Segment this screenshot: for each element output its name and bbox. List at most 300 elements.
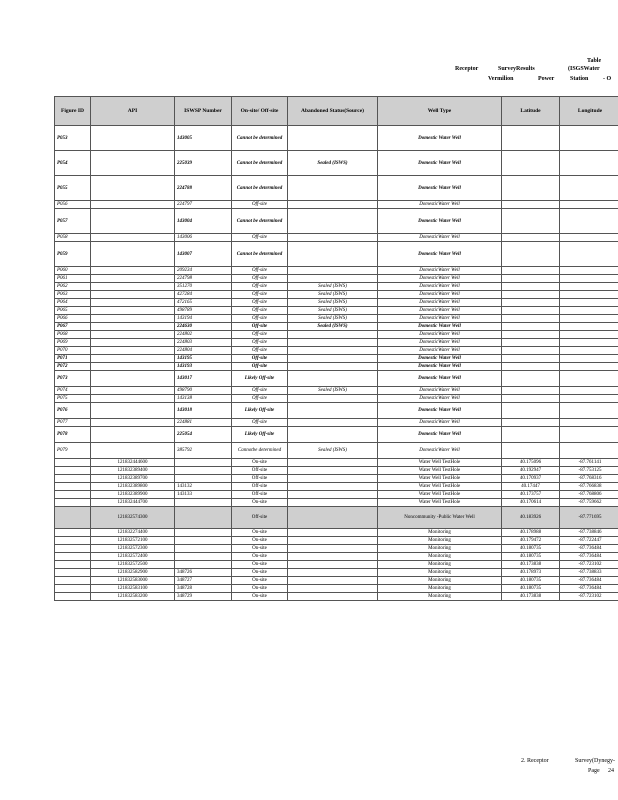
cell-longitude: -87.722447 <box>560 537 618 545</box>
cell-welltype: Water Well TestHole <box>378 499 502 507</box>
cell-abandoned <box>288 176 378 201</box>
cell-abandoned: Sealed (ISWS) <box>288 283 378 291</box>
cell-latitude <box>502 151 560 176</box>
col-iswsp: ISWSP Number <box>175 97 232 126</box>
cell-api <box>91 234 175 242</box>
cell-latitude <box>502 331 560 339</box>
cell-api <box>91 307 175 315</box>
table-row <box>55 363 618 371</box>
cell-welltype: DomesticWater Well <box>378 283 502 291</box>
table-row <box>55 299 618 307</box>
cell-latitude <box>502 371 560 387</box>
cell-longitude: -87.766838 <box>560 483 618 491</box>
cell-abandoned <box>288 363 378 371</box>
cell-latitude: 40.175096 <box>502 459 560 467</box>
cell-latitude <box>502 307 560 315</box>
cell-latitude: 40.173838 <box>502 561 560 569</box>
receptor-table <box>54 96 618 601</box>
cell-api <box>91 299 175 307</box>
header-table-label: Table <box>587 58 602 64</box>
table-row <box>55 201 618 209</box>
cell-figure-id: P060 <box>55 267 91 275</box>
cell-latitude: 40.180735 <box>502 553 560 561</box>
cell-iswsp: 143007 <box>175 242 232 267</box>
cell-api <box>91 403 175 419</box>
table-row <box>55 151 618 176</box>
cell-figure-id <box>55 577 91 585</box>
cell-onsite: Off-site <box>232 507 288 529</box>
cell-onsite: On-site <box>232 537 288 545</box>
cell-latitude <box>502 291 560 299</box>
cell-api: 121832583000 <box>91 577 175 585</box>
cell-longitude <box>560 283 618 291</box>
cell-abandoned: Sealed (ISWS) <box>288 443 378 459</box>
cell-welltype: Domestic Water Well <box>378 126 502 151</box>
cell-onsite: Off-site <box>232 491 288 499</box>
footer-page-label: Page <box>588 768 600 774</box>
cell-abandoned <box>288 529 378 537</box>
cell-longitude: -87.736484 <box>560 585 618 593</box>
cell-longitude: -87.761141 <box>560 459 618 467</box>
footer-survey: Survey(Dynegy- <box>575 758 615 764</box>
cell-latitude: 40.180735 <box>502 545 560 553</box>
cell-figure-id: P055 <box>55 176 91 201</box>
cell-iswsp <box>175 553 232 561</box>
cell-abandoned: Sealed (ISWS) <box>288 307 378 315</box>
cell-api: 121832389700 <box>91 475 175 483</box>
col-abandoned: Abandoned Status(Source) <box>288 97 378 126</box>
cell-iswsp: 143193 <box>175 363 232 371</box>
cell-latitude: 40.180735 <box>502 577 560 585</box>
cell-iswsp: 348726 <box>175 569 232 577</box>
table-row <box>55 553 618 561</box>
cell-onsite: Off-site <box>232 323 288 331</box>
table-row <box>55 267 618 275</box>
cell-figure-id: P068 <box>55 331 91 339</box>
cell-onsite: Off-site <box>232 483 288 491</box>
cell-abandoned <box>288 577 378 585</box>
cell-api <box>91 387 175 395</box>
cell-api: 121832274400 <box>91 529 175 537</box>
cell-longitude <box>560 395 618 403</box>
cell-onsite: Off-site <box>232 339 288 347</box>
table-row <box>55 347 618 355</box>
cell-api: 121832389800 <box>91 483 175 491</box>
cell-longitude <box>560 331 618 339</box>
cell-welltype: Noncommunity -Public Water Well <box>378 507 502 529</box>
cell-welltype: Water Well TestHole <box>378 467 502 475</box>
cell-figure-id: P070 <box>55 347 91 355</box>
table-row <box>55 355 618 363</box>
cell-iswsp <box>175 561 232 569</box>
cell-api <box>91 283 175 291</box>
cell-figure-id <box>55 569 91 577</box>
cell-longitude: -87.736484 <box>560 553 618 561</box>
cell-figure-id: P058 <box>55 234 91 242</box>
table-row <box>55 499 618 507</box>
cell-iswsp <box>175 467 232 475</box>
cell-figure-id: P077 <box>55 419 91 427</box>
cell-abandoned <box>288 491 378 499</box>
cell-longitude <box>560 443 618 459</box>
cell-latitude: 40.170614 <box>502 499 560 507</box>
table-row <box>55 387 618 395</box>
cell-longitude <box>560 387 618 395</box>
cell-api <box>91 151 175 176</box>
table-row <box>55 545 618 553</box>
cell-onsite: Cannot be determined <box>232 176 288 201</box>
cell-abandoned <box>288 371 378 387</box>
cell-onsite: Off-site <box>232 267 288 275</box>
cell-latitude: 40.183926 <box>502 507 560 529</box>
cell-iswsp <box>175 459 232 467</box>
footer-section: 2. Receptor <box>521 758 549 764</box>
cell-abandoned <box>288 403 378 419</box>
cell-latitude <box>502 242 560 267</box>
cell-longitude <box>560 347 618 355</box>
cell-abandoned <box>288 593 378 601</box>
cell-latitude <box>502 201 560 209</box>
table-row <box>55 209 618 234</box>
cell-iswsp: 143133 <box>175 491 232 499</box>
cell-api <box>91 443 175 459</box>
table-row <box>55 275 618 283</box>
cell-onsite: On-site <box>232 459 288 467</box>
cell-longitude <box>560 291 618 299</box>
cell-welltype: Monitoring <box>378 553 502 561</box>
cell-welltype: DomesticWater Well <box>378 443 502 459</box>
cell-latitude: 40.192947 <box>502 467 560 475</box>
cell-latitude: 40.178988 <box>502 529 560 537</box>
cell-latitude <box>502 355 560 363</box>
cell-abandoned <box>288 459 378 467</box>
cell-onsite: On-site <box>232 569 288 577</box>
cell-onsite: Off-site <box>232 355 288 363</box>
cell-abandoned <box>288 553 378 561</box>
cell-longitude <box>560 299 618 307</box>
cell-figure-id <box>55 537 91 545</box>
cell-iswsp: 351270 <box>175 283 232 291</box>
cell-abandoned <box>288 537 378 545</box>
table-row <box>55 242 618 267</box>
cell-latitude <box>502 176 560 201</box>
cell-api <box>91 267 175 275</box>
cell-iswsp <box>175 499 232 507</box>
col-lat: Latitude <box>502 97 560 126</box>
cell-figure-id: P065 <box>55 307 91 315</box>
cell-api: 121832582900 <box>91 569 175 577</box>
cell-longitude <box>560 151 618 176</box>
cell-welltype: Domestic Water Well <box>378 427 502 443</box>
cell-figure-id: P063 <box>55 291 91 299</box>
cell-onsite: Off-site <box>232 467 288 475</box>
cell-api <box>91 315 175 323</box>
cell-figure-id: P053 <box>55 126 91 151</box>
cell-figure-id <box>55 585 91 593</box>
cell-welltype: Water Well TestHole <box>378 459 502 467</box>
cell-api <box>91 291 175 299</box>
cell-abandoned <box>288 585 378 593</box>
cell-onsite: Off-site <box>232 291 288 299</box>
cell-welltype: Monitoring <box>378 561 502 569</box>
cell-iswsp: 225054 <box>175 427 232 443</box>
cell-figure-id: P072 <box>55 363 91 371</box>
cell-iswsp <box>175 529 232 537</box>
cell-figure-id <box>55 483 91 491</box>
cell-figure-id: P074 <box>55 387 91 395</box>
cell-welltype: Domestic Water Well <box>378 371 502 387</box>
cell-abandoned: Sealed (ISWS) <box>288 291 378 299</box>
cell-iswsp: 348728 <box>175 585 232 593</box>
cell-figure-id: P075 <box>55 395 91 403</box>
cell-welltype: Monitoring <box>378 537 502 545</box>
cell-figure-id <box>55 507 91 529</box>
cell-onsite: Off-site <box>232 234 288 242</box>
cell-figure-id: P076 <box>55 403 91 419</box>
cell-api <box>91 427 175 443</box>
cell-latitude: 40.173838 <box>502 593 560 601</box>
cell-figure-id <box>55 459 91 467</box>
cell-iswsp: 224881 <box>175 419 232 427</box>
cell-latitude <box>502 339 560 347</box>
cell-iswsp: 224798 <box>175 275 232 283</box>
table-row <box>55 459 618 467</box>
cell-longitude <box>560 209 618 234</box>
cell-welltype: DomesticWater Well <box>378 331 502 339</box>
cell-iswsp: 348729 <box>175 593 232 601</box>
cell-figure-id <box>55 499 91 507</box>
cell-latitude: 40.178973 <box>502 569 560 577</box>
cell-abandoned <box>288 483 378 491</box>
header-vermilion: Vermilion <box>488 76 514 82</box>
cell-longitude: -87.753125 <box>560 467 618 475</box>
cell-welltype: Domestic Water Well <box>378 242 502 267</box>
cell-longitude <box>560 242 618 267</box>
cell-api: 121832389400 <box>91 467 175 475</box>
header-isgs-water: (ISGSWater <box>568 66 600 72</box>
cell-longitude: -87.736484 <box>560 577 618 585</box>
cell-welltype: Water Well TestHole <box>378 491 502 499</box>
cell-figure-id: P064 <box>55 299 91 307</box>
cell-onsite: Off-site <box>232 387 288 395</box>
cell-welltype: Domestic Water Well <box>378 355 502 363</box>
cell-latitude <box>502 267 560 275</box>
cell-longitude <box>560 419 618 427</box>
cell-welltype: Monitoring <box>378 545 502 553</box>
cell-abandoned: Sealed (ISWS) <box>288 315 378 323</box>
cell-welltype: DomesticWater Well <box>378 387 502 395</box>
cell-welltype: Domestic Water Well <box>378 176 502 201</box>
cell-onsite: Off-site <box>232 331 288 339</box>
cell-iswsp: 143004 <box>175 209 232 234</box>
cell-welltype: DomesticWater Well <box>378 395 502 403</box>
cell-iswsp <box>175 537 232 545</box>
cell-api: 121832572500 <box>91 561 175 569</box>
table-row <box>55 323 618 331</box>
cell-figure-id <box>55 529 91 537</box>
table-row <box>55 371 618 387</box>
cell-latitude <box>502 427 560 443</box>
cell-iswsp <box>175 475 232 483</box>
cell-abandoned <box>288 347 378 355</box>
cell-iswsp: 143132 <box>175 483 232 491</box>
cell-welltype: Domestic Water Well <box>378 363 502 371</box>
cell-onsite: Off-site <box>232 283 288 291</box>
cell-api <box>91 126 175 151</box>
cell-api <box>91 419 175 427</box>
cell-onsite: On-site <box>232 593 288 601</box>
cell-onsite: Off-site <box>232 315 288 323</box>
cell-figure-id: P066 <box>55 315 91 323</box>
cell-welltype: DomesticWater Well <box>378 307 502 315</box>
cell-longitude: -87.768806 <box>560 491 618 499</box>
cell-onsite: Cannot be determined <box>232 151 288 176</box>
cell-onsite: Likely Off-site <box>232 427 288 443</box>
table-row <box>55 537 618 545</box>
cell-welltype: Water Well TestHole <box>378 483 502 491</box>
cell-onsite: Off-site <box>232 395 288 403</box>
col-lon: Longitude <box>560 97 618 126</box>
header-survey-results: SurveyResults <box>498 66 535 72</box>
cell-onsite: Off-site <box>232 275 288 283</box>
cell-welltype: DomesticWater Well <box>378 201 502 209</box>
cell-abandoned <box>288 234 378 242</box>
cell-latitude <box>502 234 560 242</box>
cell-api <box>91 275 175 283</box>
col-api: API <box>91 97 175 126</box>
cell-figure-id: P056 <box>55 201 91 209</box>
header-power: Power <box>538 76 555 82</box>
cell-longitude: -87.738846 <box>560 529 618 537</box>
cell-latitude <box>502 283 560 291</box>
cell-api: 121832583200 <box>91 593 175 601</box>
cell-longitude <box>560 371 618 387</box>
cell-longitude: -87.768316 <box>560 475 618 483</box>
cell-longitude: -87.736484 <box>560 545 618 553</box>
cell-api <box>91 209 175 234</box>
cell-onsite: On-site <box>232 545 288 553</box>
cell-welltype: Domestic Water Well <box>378 209 502 234</box>
cell-onsite: On-site <box>232 553 288 561</box>
cell-iswsp: 143005 <box>175 126 232 151</box>
cell-api: 121832572300 <box>91 545 175 553</box>
cell-onsite: Off-site <box>232 299 288 307</box>
cell-latitude <box>502 395 560 403</box>
table-row <box>55 443 618 459</box>
cell-iswsp: 224797 <box>175 201 232 209</box>
cell-latitude: 40.179472 <box>502 537 560 545</box>
cell-welltype: DomesticWater Well <box>378 299 502 307</box>
cell-abandoned <box>288 419 378 427</box>
cell-api: 121832583100 <box>91 585 175 593</box>
cell-api: 121832572100 <box>91 537 175 545</box>
cell-longitude <box>560 275 618 283</box>
cell-latitude <box>502 209 560 234</box>
cell-longitude <box>560 267 618 275</box>
cell-welltype: DomesticWater Well <box>378 315 502 323</box>
cell-latitude <box>502 126 560 151</box>
cell-latitude <box>502 363 560 371</box>
cell-longitude <box>560 307 618 315</box>
cell-welltype: DomesticWater Well <box>378 234 502 242</box>
cell-abandoned <box>288 545 378 553</box>
cell-iswsp: 224803 <box>175 339 232 347</box>
cell-abandoned <box>288 507 378 529</box>
cell-api: 121832444600 <box>91 459 175 467</box>
cell-welltype: DomesticWater Well <box>378 339 502 347</box>
cell-abandoned <box>288 395 378 403</box>
cell-welltype: DomesticWater Well <box>378 267 502 275</box>
table-row <box>55 395 618 403</box>
cell-abandoned: Sealed (ISWS) <box>288 151 378 176</box>
cell-abandoned <box>288 467 378 475</box>
cell-longitude: -87.771695 <box>560 507 618 529</box>
cell-api <box>91 395 175 403</box>
cell-abandoned <box>288 331 378 339</box>
cell-onsite: Off-site <box>232 347 288 355</box>
cell-longitude <box>560 339 618 347</box>
table-row <box>55 331 618 339</box>
cell-api <box>91 339 175 347</box>
cell-longitude: -87.723102 <box>560 593 618 601</box>
cell-api <box>91 347 175 355</box>
cell-latitude <box>502 443 560 459</box>
cell-iswsp: 209234 <box>175 267 232 275</box>
table-row <box>55 234 618 242</box>
cell-figure-id <box>55 491 91 499</box>
table-row <box>55 475 618 483</box>
cell-latitude <box>502 323 560 331</box>
cell-api <box>91 331 175 339</box>
cell-api <box>91 176 175 201</box>
cell-longitude <box>560 126 618 151</box>
table-row <box>55 529 618 537</box>
cell-api: 121832444700 <box>91 499 175 507</box>
cell-figure-id: P057 <box>55 209 91 234</box>
cell-api: 121832389900 <box>91 491 175 499</box>
cell-iswsp: 498789 <box>175 307 232 315</box>
table-row <box>55 403 618 419</box>
cell-welltype: Domestic Water Well <box>378 323 502 331</box>
cell-latitude: 40.170937 <box>502 475 560 483</box>
cell-onsite: Off-site <box>232 475 288 483</box>
cell-welltype: Monitoring <box>378 569 502 577</box>
cell-longitude <box>560 201 618 209</box>
header-receptor: Receptor <box>455 66 479 72</box>
cell-figure-id: P069 <box>55 339 91 347</box>
cell-abandoned <box>288 242 378 267</box>
cell-figure-id <box>55 553 91 561</box>
table-row <box>55 483 618 491</box>
cell-iswsp: 224630 <box>175 323 232 331</box>
cell-longitude: -87.738833 <box>560 569 618 577</box>
cell-onsite: Cannot be determined <box>232 242 288 267</box>
cell-onsite: Off-site <box>232 419 288 427</box>
table-row <box>55 126 618 151</box>
cell-figure-id <box>55 561 91 569</box>
cell-onsite: Likely Off-site <box>232 371 288 387</box>
cell-abandoned <box>288 275 378 283</box>
cell-latitude <box>502 315 560 323</box>
cell-api <box>91 355 175 363</box>
cell-longitude: -87.723102 <box>560 561 618 569</box>
cell-onsite: On-site <box>232 499 288 507</box>
cell-longitude <box>560 355 618 363</box>
cell-onsite: Likely Off-site <box>232 403 288 419</box>
cell-onsite: On-site <box>232 585 288 593</box>
cell-abandoned <box>288 499 378 507</box>
cell-onsite: On-site <box>232 577 288 585</box>
